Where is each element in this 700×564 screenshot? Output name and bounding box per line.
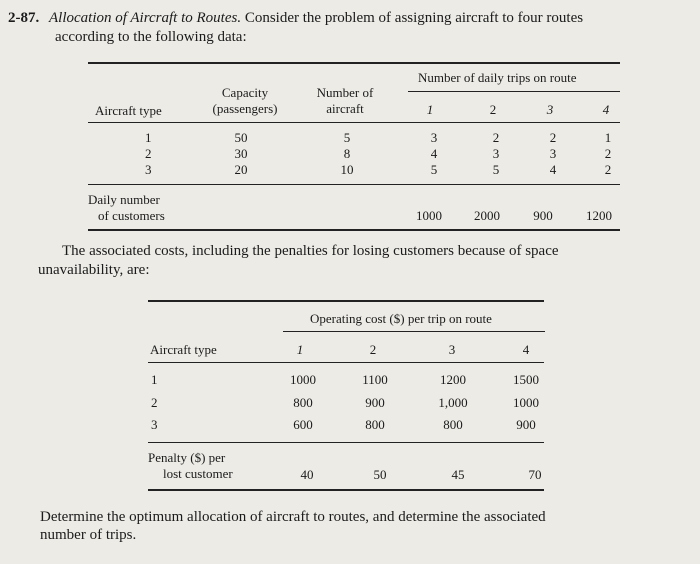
table2-cell-cost: 1000: [290, 372, 316, 387]
table2-route-header-2: 2: [369, 342, 377, 357]
table1-bottom-rule: [88, 229, 620, 231]
table2-penalty-label-l1: Penalty ($) per: [148, 450, 226, 465]
table1-cell-count: 5: [343, 130, 351, 145]
table1-customers-value: 2000: [474, 208, 500, 223]
table1-cell-trip: 1: [604, 130, 612, 145]
table2-cell-cost: 800: [293, 395, 313, 410]
table2-penalty-value: 50: [373, 467, 387, 482]
problem-intro-line2: according to the following data:: [55, 29, 247, 45]
table1-cell-trip: 5: [492, 162, 500, 177]
table1-customers-value: 1200: [586, 208, 612, 223]
closing-line2: number of trips.: [40, 527, 137, 543]
table1-capacity-header-l2: (passengers): [212, 101, 278, 116]
table1-cell-type: 1: [145, 130, 152, 145]
table1-cell-count: 10: [340, 162, 354, 177]
table2-penalty-value: 70: [528, 467, 542, 482]
table1-cell-count: 8: [343, 146, 351, 161]
closing-line1: Determine the optimum allocation of aircraft to routes, and determine the associated: [40, 509, 546, 525]
table2-cell-cost: 600: [293, 417, 313, 432]
table1-cell-trip: 4: [430, 146, 438, 161]
table2-cell-type: 2: [151, 395, 158, 410]
table1-number-header-l1: Number of: [316, 85, 374, 100]
table1-cell-trip: 5: [430, 162, 438, 177]
table2-penalty-value: 45: [451, 467, 465, 482]
table1-cell-type: 3: [145, 162, 152, 177]
table1-group-header: Number of daily trips on route: [418, 70, 577, 85]
table2-group-header: Operating cost ($) per trip on route: [310, 311, 492, 326]
table2-route-header-4: 4: [522, 342, 530, 357]
table1-customers-label-l1: Daily number: [88, 192, 160, 207]
table2-route-header-1: 1: [296, 342, 304, 357]
table1-cell-capacity: 20: [234, 162, 248, 177]
table2-cell-type: 3: [151, 417, 158, 432]
table2-cell-cost: 1200: [440, 372, 466, 387]
table1-aircraft-header: Aircraft type: [95, 103, 162, 118]
mid-text-line2: unavailability, are:: [38, 262, 150, 278]
table1-cell-trip: 2: [549, 130, 557, 145]
table2-cell-cost: 1500: [513, 372, 539, 387]
table2-cell-cost: 900: [365, 395, 385, 410]
table1-cell-type: 2: [145, 146, 152, 161]
table1-cell-trip: 2: [604, 146, 612, 161]
table1-cell-trip: 3: [430, 130, 438, 145]
table1-route-header-3: 3: [546, 102, 554, 117]
table2-cell-cost: 800: [365, 417, 385, 432]
table2-body-rule: [148, 442, 544, 443]
table2-bottom-rule: [148, 489, 544, 491]
table1-top-rule: [88, 62, 620, 64]
table2-header-rule: [148, 362, 544, 363]
table2-cell-cost: 1000: [513, 395, 539, 410]
table2-top-rule: [148, 300, 544, 302]
problem-heading: [8, 10, 583, 27]
table1-route-header-4: 4: [602, 102, 610, 117]
table2-penalty-label-l2: lost customer: [163, 466, 233, 481]
table1-cell-capacity: 50: [234, 130, 248, 145]
table2-aircraft-header: Aircraft type: [150, 342, 217, 357]
mid-text-line1: The associated costs, including the penalties for losing customers because of space: [62, 243, 559, 259]
table2-cell-cost: 800: [443, 417, 463, 432]
table2-cell-type: 1: [151, 372, 158, 387]
table1-customers-value: 1000: [416, 208, 442, 223]
table2-cell-cost: 1100: [362, 372, 388, 387]
problem-number: 2-87.: [8, 10, 40, 26]
table2-group-rule: [283, 331, 545, 332]
table1-cell-trip: 3: [492, 146, 500, 161]
table1-cell-trip: 4: [549, 162, 557, 177]
table2-cell-cost: 1,000: [438, 395, 468, 410]
table1-cell-trip: 2: [492, 130, 500, 145]
table1-header-rule: [88, 122, 620, 123]
table1-route-header-1: 1: [426, 102, 434, 117]
table1-cell-capacity: 30: [234, 146, 248, 161]
problem-title: Allocation of Aircraft to Routes.: [49, 10, 242, 26]
table2-cell-cost: 900: [516, 417, 536, 432]
table1-cell-trip: 3: [549, 146, 557, 161]
table1-number-header-l2: aircraft: [326, 101, 364, 116]
table1-customers-label-l2: of customers: [98, 208, 165, 223]
table1-route-header-2: 2: [489, 102, 497, 117]
problem-intro-line1: Consider the problem of assigning aircraft to four routes: [244, 10, 584, 26]
table1-capacity-header-l1: Capacity: [221, 85, 269, 100]
table1-body-rule: [88, 184, 620, 185]
table1-customers-value: 900: [533, 208, 553, 223]
table1-group-rule: [408, 91, 620, 92]
table2-route-header-3: 3: [448, 342, 456, 357]
table2-penalty-value: 40: [300, 467, 314, 482]
table1-cell-trip: 2: [604, 162, 612, 177]
